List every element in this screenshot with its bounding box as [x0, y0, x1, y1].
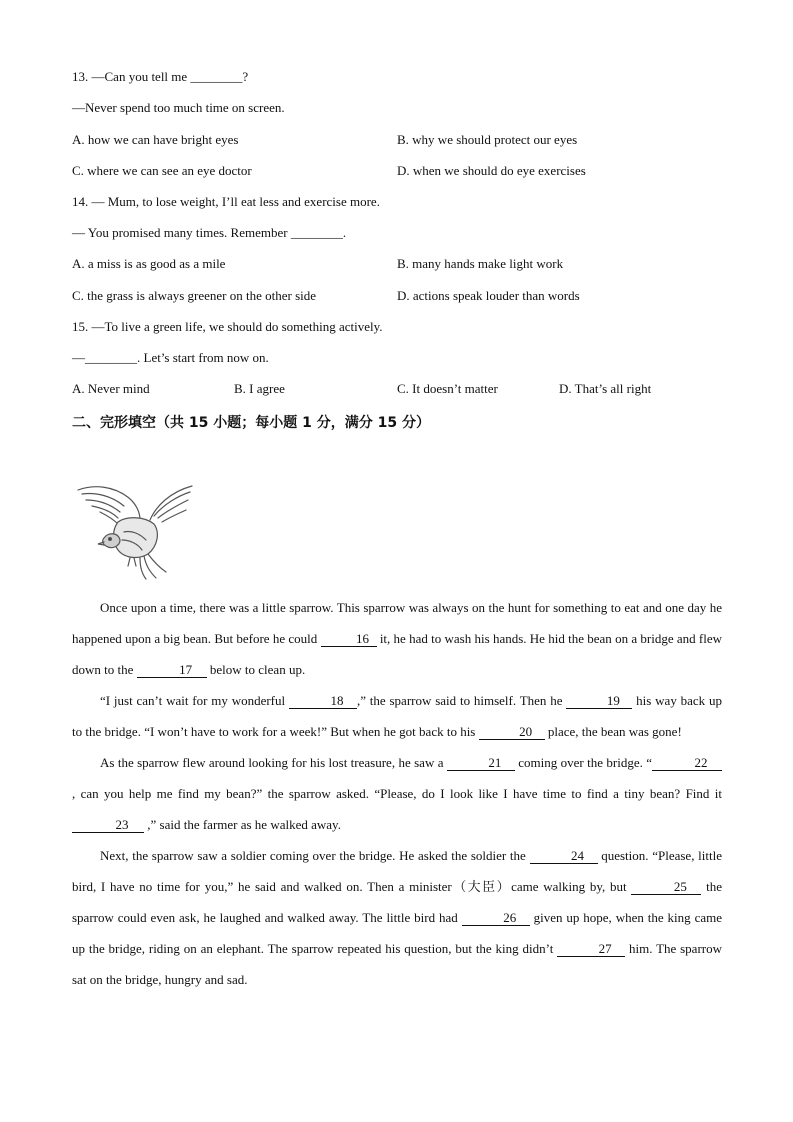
passage-text: below to clean up. [206, 662, 306, 677]
q14-stem: 14. — Mum, to lose weight, I’ll eat less and exercise more. [72, 194, 380, 209]
passage-paragraph-4 [72, 840, 722, 995]
passage-paragraph-1 [72, 592, 722, 685]
q15-option-c: C. It doesn’t matter [397, 381, 498, 396]
q13-option-a: A. how we can have bright eyes [72, 132, 239, 147]
passage-paragraph-3 [72, 747, 722, 840]
blank-21: 21 [447, 755, 515, 771]
blank-26: 26 [462, 910, 530, 926]
passage-text: given up hope, when the king came up the bridge, riding on an elephant. The sparrow repeated his question, but the king didn’t [72, 910, 722, 956]
blank-27: 27 [557, 941, 625, 957]
q15-stem: 15. —To live a green life, we should do something actively. [72, 319, 383, 334]
blank-17: 17 [137, 662, 207, 678]
passage-text: ,” the sparrow said to himself. Then he [356, 693, 567, 708]
q14-option-d: D. actions speak louder than words [397, 288, 580, 303]
q13-option-c: C. where we can see an eye doctor [72, 163, 252, 178]
cloze-passage [72, 592, 722, 995]
sparrow-illustration [74, 482, 196, 580]
q14-option-a: A. a miss is as good as a mile [72, 256, 226, 271]
passage-text: “I just can’t wait for my wonderful [100, 693, 289, 708]
section-heading: 二、完形填空（共 15 小题；每小题 1 分，满分 15 分） [72, 415, 430, 431]
q13-option-b: B. why we should protect our eyes [397, 132, 578, 147]
blank-20: 20 [479, 724, 545, 740]
blank-16: 16 [321, 631, 377, 647]
q13-stem: 13. —Can you tell me ________? [72, 69, 249, 84]
q15-option-a: A. Never mind [72, 381, 150, 396]
blank-23: 23 [72, 817, 144, 833]
q15-option-b: B. I agree [234, 381, 285, 396]
passage-text: him. The sparrow sat on the bridge, hungry and sad. [72, 941, 723, 987]
passage-paragraph-2 [72, 685, 722, 747]
blank-24: 24 [530, 848, 598, 864]
q15-reply: —________. Let’s start from now on. [72, 350, 269, 365]
q14-option-c: C. the grass is always greener on the other side [72, 288, 317, 303]
passage-text: Next, the sparrow saw a soldier coming over the bridge. He asked the soldier the [100, 848, 530, 863]
passage-text: place, the bean was gone! [544, 724, 682, 739]
passage-text: his way back up to the bridge. “I won’t have to work for a week!” But when he got back to his [72, 693, 722, 739]
q13-option-d: D. when we should do eye exercises [397, 163, 586, 178]
blank-22: 22 [652, 755, 722, 771]
blank-25: 25 [631, 879, 701, 895]
q13-reply: —Never spend too much time on screen. [72, 100, 285, 115]
passage-text: ,” said the farmer as he walked away. [144, 817, 341, 832]
blank-19: 19 [566, 693, 632, 709]
blank-18: 18 [289, 693, 357, 709]
q15-option-d: D. That’s all right [559, 381, 652, 396]
q14-option-b: B. many hands make light work [397, 256, 564, 271]
passage-text: As the sparrow flew around looking for his lost treasure, he saw a [100, 755, 447, 770]
passage-text: coming over the bridge. “ [514, 755, 652, 770]
passage-text: question. “Please, little bird, I have no time for you,” he said and walked on. Then a minister（大臣）came walking by, but [72, 848, 722, 894]
passage-text: , can you help me find my bean?” the sparrow asked. “Please, do I look like I have time to find a tiny bean? Find it [72, 786, 722, 801]
q14-reply: — You promised many times. Remember ________. [72, 225, 347, 240]
passage-text: Once upon a time, there was a little sparrow. This sparrow was always on the hunt for something to eat and one day he happened upon a big bean. But before he could [72, 600, 722, 646]
passage-text: the sparrow could even ask, he laughed and walked away. The little bird had [72, 879, 722, 925]
passage-text: it, he had to wash his hands. He hid the bean on a bridge and flew down to the [72, 631, 722, 677]
